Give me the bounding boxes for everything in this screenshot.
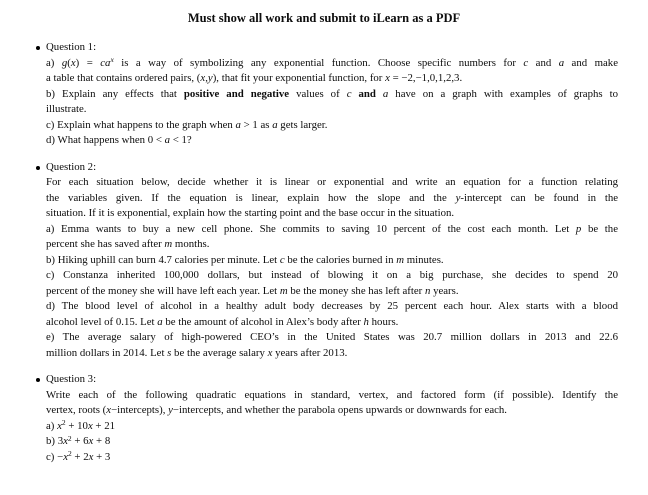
question-2-line-c2: percent of the money she will have left each year. Let m be the money she has left after n years. (46, 284, 459, 297)
question-1-line-a2: a table that contains ordered pairs, (x,y), that fit your exponential function, for x = −2,−1,0,1,2,3. (46, 72, 463, 84)
question-3-content (46, 372, 618, 465)
question-3 (0, 372, 648, 465)
question-3-equation-a: a) $x^2 + 10x + 21$ (46, 418, 116, 432)
question-1-line-d: d) What happens when 0 < a < 1? (46, 134, 192, 146)
question-3-equation-b: b) $3x^2 + 6x + 8$ (46, 433, 111, 447)
question-2-intro-2: the variables given. If the equation is linear, explain how the slope and the y-intercept can be found in the (46, 191, 619, 204)
question-2-line-c1: c) Constanza inherited 100,000 dollars, but instead of blowing it on a big purchase, she decides to spend 20 (46, 269, 618, 281)
question-1 (0, 40, 648, 149)
question-3-heading: Question 3: (46, 373, 97, 385)
bullet-marker (36, 46, 40, 50)
question-3-equation-c: $c) -x^2 + 2x + 3$ (46, 449, 111, 463)
question-1-content (46, 40, 618, 149)
bullet-marker (36, 166, 40, 170)
question-1-line-c: c) Explain what happens to the graph when a > 1 as a gets larger. (46, 118, 328, 131)
question-2-intro-1: For each situation below, decide whether it is linear or exponential and write an equation for a function relating (46, 176, 618, 188)
question-3-intro-2: vertex, roots (x−intercepts), y−intercepts, and whether the parabola opens upwards or downwards for each. (46, 404, 507, 416)
question-2-line-a1: a) Emma wants to buy a new cell phone. She commits to saving 10 percent of the cost each month. Let p be the (46, 222, 618, 235)
bullet-marker (36, 378, 40, 382)
question-2-intro-3: situation. If it is exponential, explain how the starting point and the base occur in the situation. (46, 207, 455, 219)
question-1-heading: Question 1: (46, 41, 97, 53)
question-2-content (46, 160, 618, 362)
question-3-intro-1: Write each of the following quadratic equations in standard, vertex, and factored form (if possible). Identify the (46, 388, 618, 401)
question-1-line-b1: b) Explain any effects that positive and negative values of c and a have on a graph with examples of graphs to (46, 87, 618, 100)
question-2-line-d2: alcohol level of 0.15. Let a be the amount of alcohol in Alex’s body after h hours. (46, 315, 399, 328)
question-1-line-a1: a) $g(x) = ca^x$ is a way of symbolizing any exponential function. Choose specific numbers for c and a and make (46, 55, 618, 69)
question-2 (0, 160, 648, 362)
question-2-line-e1: e) The average salary of high-powered CEO’s in the United States was 20.7 million dollars in 2013 and 22.6 (46, 331, 618, 343)
question-2-line-b: b) Hiking uphill can burn 4.7 calories per minute. Let c be the calories burned in m minutes. (46, 253, 444, 266)
question-1-line-b2: illustrate. (46, 103, 87, 115)
question-2-line-d1: d) The blood level of alcohol in a healthy adult body decreases by 25 percent each hour. Alex starts with a blood (46, 300, 618, 312)
question-2-line-e2: million dollars in 2014. Let s be the average salary x years after 2013. (46, 346, 348, 359)
question-2-heading: Question 2: (46, 160, 97, 173)
question-2-line-a2: percent she has saved after m months. (46, 238, 210, 250)
question-list (0, 40, 648, 465)
document-title: Must show all work and submit to iLearn as a PDF (187, 11, 461, 25)
